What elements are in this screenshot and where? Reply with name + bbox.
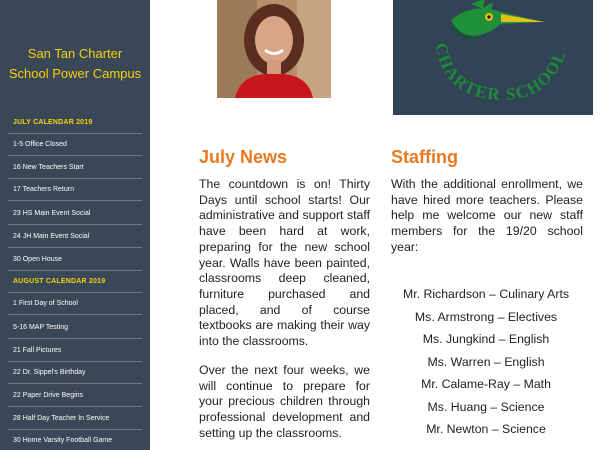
staff-member: Ms. Huang – Science xyxy=(427,399,545,414)
news-paragraph: The countdown is on! Thirty Days until school starts! Our administrative and support staff have been hard at work, preparing for the new school year. Walls have been painted, classrooms deep cleaned, furniture purchased and placed, and of course textbooks are making their way into the classrooms. xyxy=(199,177,370,349)
divider xyxy=(8,270,142,271)
divider xyxy=(8,383,142,384)
calendar-item: 30 Open House xyxy=(13,256,63,263)
staff-member: Ms. Jungkind – English xyxy=(422,332,550,346)
calendar-item: 1-5 Office Closed xyxy=(13,141,67,148)
portrait-image xyxy=(217,0,331,98)
staff-member: Mr. Richardson – Culinary Arts xyxy=(402,287,570,301)
staff-member: Mr. Calame-Ray – Math xyxy=(421,377,551,391)
news-title: July News xyxy=(199,147,288,167)
divider xyxy=(8,314,142,315)
calendar-item: 30 Home Varsity Football Game xyxy=(13,437,113,444)
divider xyxy=(8,178,142,179)
divider xyxy=(8,133,142,134)
july-calendar-heading: JULY CALENDAR 2019 xyxy=(13,119,93,126)
calendar-item: 22 Paper Drive Begins xyxy=(13,392,84,399)
calendar-item: 28 Half Day Teacher In Service xyxy=(13,415,110,422)
august-calendar-heading: AUGUST CALENDAR 2019 xyxy=(13,278,106,285)
school-name: San Tan Charter School Power Campus xyxy=(8,46,142,81)
news-paragraph: Over the next four weeks, we will continue to prepare for your precious children through professional development and setting up the classrooms. xyxy=(199,363,370,440)
divider xyxy=(8,155,142,156)
school-logo xyxy=(393,0,593,115)
staff-member: Ms. Warren – English xyxy=(427,354,545,369)
divider xyxy=(8,338,142,339)
divider xyxy=(8,429,142,430)
staffing-intro: With the additional enrollment, we have hired more teachers. Please help me welcome our new staff members for the 19/20 school year: xyxy=(391,177,583,254)
staff-member: Ms. Armstrong – Electives xyxy=(414,309,558,324)
calendar-item: 17 Teachers Return xyxy=(13,186,74,193)
calendar-item: 21 Fall Pictures xyxy=(13,347,62,354)
divider xyxy=(8,247,142,248)
divider xyxy=(8,292,142,293)
staffing-title: Staffing xyxy=(391,147,458,167)
calendar-item: 5-16 MAP Testing xyxy=(13,324,68,331)
divider xyxy=(8,406,142,407)
logo-text: CHARTER SCHOOL xyxy=(431,41,570,105)
sidebar xyxy=(0,0,150,450)
calendar-item: 16 New Teachers Start xyxy=(13,164,84,171)
divider xyxy=(8,200,142,201)
calendar-item: 1 First Day of School xyxy=(13,300,78,307)
calendar-item: 22 Dr. Sippel's Birthday xyxy=(13,369,86,376)
calendar-item: 23 HS Main Event Social xyxy=(13,210,91,217)
staff-member: Mr. Newton – Science xyxy=(426,422,546,436)
principal-photo xyxy=(217,0,331,98)
roadrunner-logo-image xyxy=(393,0,593,115)
divider xyxy=(8,361,142,362)
divider xyxy=(8,224,142,225)
calendar-item: 24 JH Main Event Social xyxy=(13,233,90,240)
staff-list xyxy=(388,287,584,445)
